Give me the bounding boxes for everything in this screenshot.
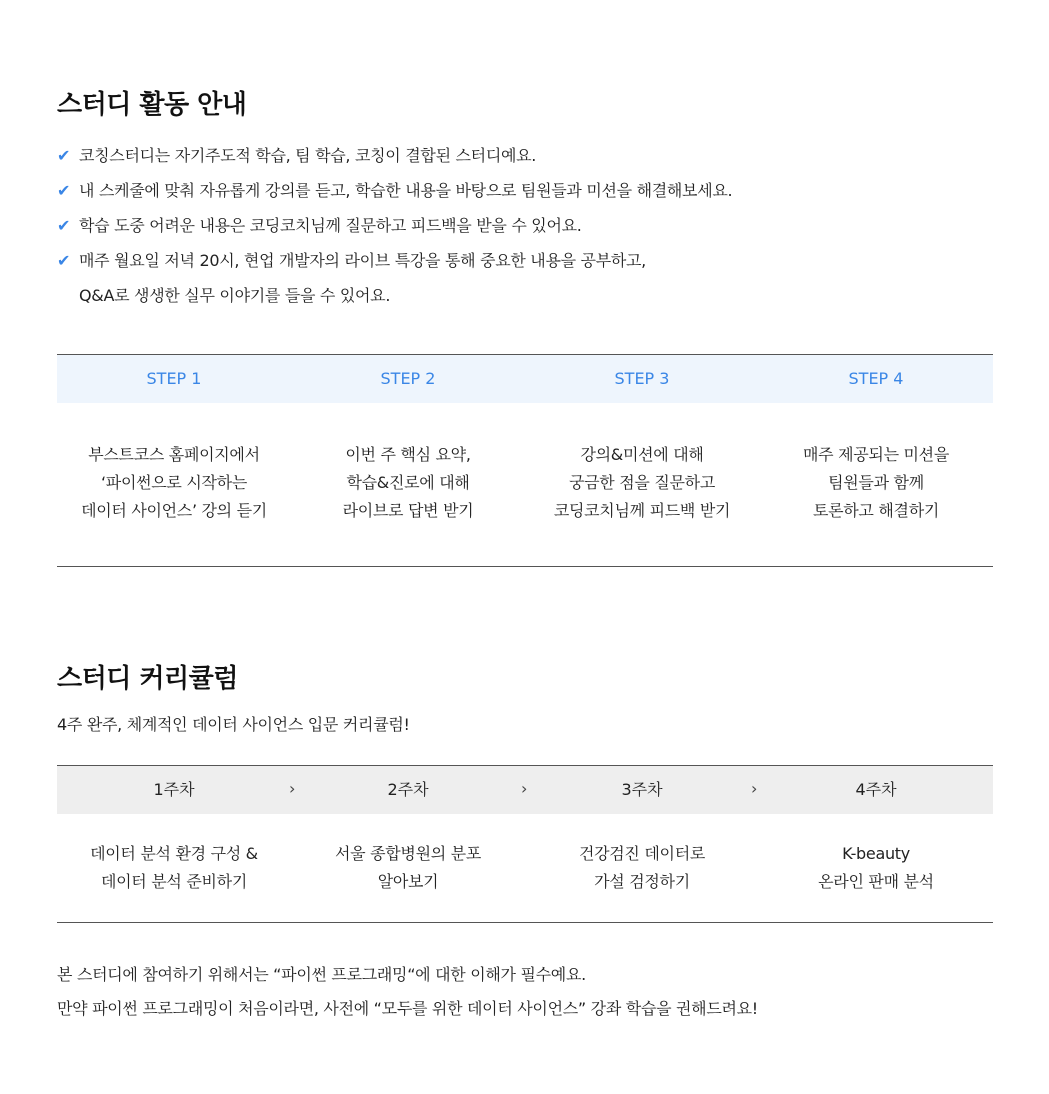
step-cell (525, 441, 759, 525)
week-cell-line: 온라인 판매 분석 (818, 872, 934, 891)
bullet-text: 학습 도중 어려운 내용은 코딩코치님께 질문하고 피드백을 받을 수 있어요. (79, 216, 582, 235)
curriculum-title: 스터디 커리큘럼 (57, 664, 238, 694)
step-cell-line: 토론하고 해결하기 (812, 501, 940, 520)
week-cell-line: 데이터 분석 준비하기 (101, 872, 247, 891)
week-cell (759, 840, 993, 896)
week-cell (57, 840, 291, 896)
week-cell-line: K-beauty (842, 844, 910, 863)
step-cell-line: 부스트코스 홈페이지에서 (88, 445, 260, 464)
steps-body-row (57, 403, 993, 525)
list-item (57, 173, 997, 208)
step-cell (291, 441, 525, 525)
note-line: 본 스터디에 참여하기 위해서는 “파이썬 프로그래밍“에 대한 이해가 필수예요. (57, 965, 586, 984)
step-cell-line: 팀원들과 함께 (828, 473, 924, 492)
list-item (57, 208, 997, 243)
step-cell-line: 라이브로 답변 받기 (342, 501, 474, 520)
steps-table (57, 354, 993, 567)
step-cell-line: 이번 주 핵심 요약, (345, 445, 471, 464)
week-cell-line: 서울 종합병원의 분포 (335, 844, 481, 863)
step-cell-line: 코딩코치님께 피드백 받기 (553, 501, 731, 520)
week-header: 2주차 (387, 780, 429, 799)
step-cell-line: 강의&미션에 대해 (580, 445, 704, 464)
step-cell-line: 학습&진로에 대해 (346, 473, 470, 492)
steps-header-row (57, 355, 993, 403)
step-cell (759, 441, 993, 525)
week-cell-line: 가설 검정하기 (594, 872, 690, 891)
check-icon: ✔ (57, 216, 71, 235)
step-cell-line: ‘파이썬으로 시작하는 (101, 473, 247, 492)
step-header: STEP 1 (146, 369, 202, 388)
week-cell-line: 건강검진 데이터로 (578, 844, 706, 863)
check-icon: ✔ (57, 181, 71, 200)
week-cell-line: 데이터 분석 환경 구성 & (90, 844, 258, 863)
prerequisite-note (57, 958, 758, 1026)
check-icon: ✔ (57, 146, 71, 165)
list-item (57, 243, 997, 313)
step-cell-line: 매주 제공되는 미션을 (803, 445, 949, 464)
week-header: 4주차 (855, 780, 897, 799)
chevron-right-icon: › (521, 779, 528, 798)
bullet-continuation: Q&A로 생생한 실무 이야기를 들을 수 있어요. (79, 286, 391, 305)
bullet-text: 내 스케줄에 맞춰 자유롭게 강의를 듣고, 학습한 내용을 바탕으로 팀원들과 미션을 해결해보세요. (79, 181, 733, 200)
curriculum-table (57, 765, 993, 923)
list-item (57, 138, 997, 173)
step-header: STEP 3 (614, 369, 670, 388)
curriculum-subtitle: 4주 완주, 체계적인 데이터 사이언스 입문 커리큘럼! (57, 715, 410, 734)
note-line: 만약 파이썬 프로그래밍이 처음이라면, 사전에 “모두를 위한 데이터 사이언스” 강좌 학습을 권해드려요! (57, 999, 758, 1018)
chevron-right-icon: › (289, 779, 296, 798)
week-cell (291, 840, 525, 896)
step-cell (57, 441, 291, 525)
step-header: STEP 4 (848, 369, 904, 388)
bullet-text: 코칭스터디는 자기주도적 학습, 팀 학습, 코칭이 결합된 스터디예요. (79, 146, 537, 165)
step-header: STEP 2 (380, 369, 436, 388)
step-cell-line: 궁금한 점을 질문하고 (569, 473, 715, 492)
week-cell (525, 840, 759, 896)
week-header: 3주차 (621, 780, 663, 799)
activity-bullet-list (57, 138, 997, 313)
week-cell-line: 알아보기 (377, 872, 439, 891)
chevron-right-icon: › (751, 779, 758, 798)
weeks-body-row (57, 814, 993, 896)
activity-title: 스터디 활동 안내 (57, 90, 247, 120)
check-icon: ✔ (57, 251, 71, 270)
week-header: 1주차 (153, 780, 195, 799)
weeks-header-row (57, 766, 993, 814)
step-cell-line: 데이터 사이언스’ 강의 듣기 (81, 501, 267, 520)
bullet-text: 매주 월요일 저녁 20시, 현업 개발자의 라이브 특강을 통해 중요한 내용을 공부하고, (79, 251, 646, 270)
